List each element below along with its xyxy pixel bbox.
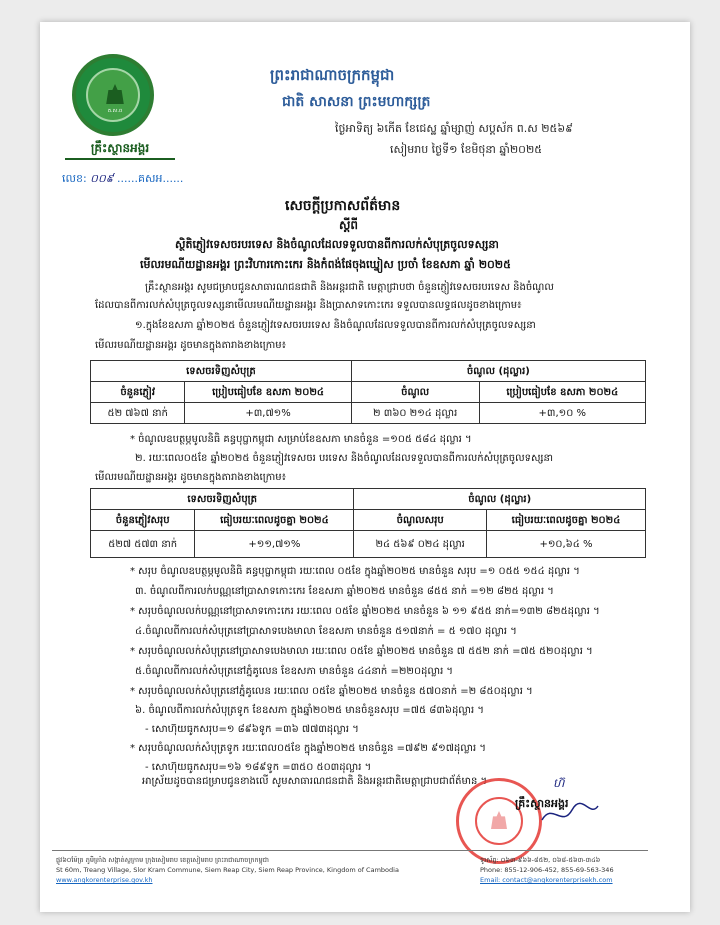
- footer-phone-km: ទូរស័ព្ទ: ០៦៣-៩៦៦-៨៥២, ០៦៨-៥៦៣-៣៤៦: [480, 856, 601, 864]
- detail-line: - សោហ៊ុយធូកសរុប=១៦ ១៨៩ទូក =៣៥០ ៥០៣ដុល្លារ ។: [145, 762, 372, 773]
- table-column-header: ចំនួនភ្ញៀវ: [91, 382, 185, 403]
- subject-line-1: ស្ថិតិភ្ញៀវទេសចរបរទេស និងចំណូលដែលទទួលបានពីការលក់សំបុត្រចូលទស្សនា: [175, 238, 499, 251]
- detail-line: ៥.ចំណូលពីការលក់សំបុត្រនៅភ្នំគូលេន ខែឧសភា មានចំនួន ៤៤នាក់ =២២០ដុល្លារ ។: [135, 666, 454, 677]
- logo-text: គ.ស.ព: [107, 108, 123, 114]
- official-stamp: [456, 778, 542, 864]
- footer-phone: Phone: 855-12-906-452, 855-69-563-346: [480, 866, 614, 874]
- motto-header: ជាតិ សាសនា ព្រះមហាក្សត្រ: [282, 94, 431, 110]
- table-cell: +៣,១០ %: [479, 403, 645, 424]
- table-cell: ៥២ ៧៦៧ នាក់: [91, 403, 185, 424]
- table-group-header: ចំណូល (ដុល្លារ): [354, 489, 646, 510]
- temple-icon: [104, 84, 126, 104]
- table-group-header: ទេសចរទិញសំបុត្រ: [91, 361, 352, 382]
- table-column-header: ចំនួនភ្ញៀវសរុប: [91, 510, 195, 531]
- detail-line: ៣. ចំណូលពីការលក់បណ្ណនៅប្រាសាទកោះកេរ ខែឧសភា ឆ្នាំ២០២៥ មានចំនួន ៨៥៥ នាក់ =១២ ៨២៥ ដុល្លារ ។: [135, 586, 554, 597]
- table-group-header: ចំណូល (ដុល្លារ): [351, 361, 645, 382]
- table-column-header: ចំណូលសរុប: [354, 510, 487, 531]
- footer-divider: [52, 850, 648, 851]
- detail-line: * សរុបចំណូលលក់សំបុត្រទូក រយៈពេល០៥ខែ ក្នុងឆ្នាំ២០២៥ មានចំនួន =៧៩២ ៩១៧ដុល្លារ ។: [130, 743, 486, 754]
- kingdom-header: ព្រះរាជាណាចក្រកម្ពុជា: [270, 66, 395, 84]
- intro-line: គ្រឹះស្ថានអង្គរ សូមជម្រាបជូនសាធារណជនជាតិ និងអន្តរជាតិ មេត្តាជ្រាបថា ចំនួនភ្ញៀវទេសចរបរទេស និងចំណូល: [145, 282, 554, 293]
- section1-line: ១.ក្នុងខែឧសភា ឆ្នាំ២០២៥ ចំនួនភ្ញៀវទេសចរបរទេស និងចំណូលដែលទទួលបានពីការលក់សំបុត្រចូលទស្សនា: [135, 320, 536, 331]
- org-name: គ្រឹះស្ថានអង្គរ: [65, 140, 175, 160]
- detail-line: * សរុបចំណូលលក់បណ្ណនៅប្រាសាទកោះកេរ រយៈពេល ០៥ខែ ឆ្នាំ២០២៥ មានចំនួន ៦ ១១ ៩៥៥ នាក់=១៣២ ៨២៥ដុល្លារ ។: [130, 606, 600, 617]
- table-column-header: ប្រៀបធៀបខែ ឧសភា ២០២៤: [185, 382, 351, 403]
- closing-line: អាស្រ័យដូចបានជម្រាបជូនខាងលើ សូមសាធារណជនជាតិ និងអន្តរជាតិមេត្តាជ្រាបជាព័ត៌មាន ។: [142, 776, 488, 787]
- ref-label: លេខ:: [62, 172, 87, 185]
- section2-line: មើលរមណីយដ្ឋានអង្គរ ដូចមានក្នុងតារាងខាងក្រោម៖: [95, 472, 286, 483]
- temple-icon: [489, 811, 509, 829]
- table-cell: ២ ៣៦០ ២១៤ ដុល្លារ: [351, 403, 479, 424]
- signature-stroke: [540, 800, 600, 830]
- footer-address-km: ផ្លូវ៦០ម៉ែត្រ ភូមិត្រាំង សង្កាត់ស្លក្រាម ក្រុងសៀមរាប ខេត្តសៀមរាប ព្រះរាជាណាចក្រកម្ពុជា: [56, 856, 269, 864]
- section2-line: ២. រយៈពេល០៥ខែ ឆ្នាំ២០២៥ ចំនួនភ្ញៀវទេសចរ បរទេស និងចំណូលដែលទទួលបានពីការលក់សំបុត្រចូលទស្សនា: [135, 453, 554, 464]
- footer-email-link[interactable]: Email: contact@angkorenterprisekh.com: [480, 876, 613, 884]
- section1-line: មើលរមណីយដ្ឋានអង្គរ ដូចមានក្នុងតារាងខាងក្រោម៖: [95, 340, 286, 351]
- fund-note: * ចំណូលឧបត្ថម្ភមូលនិធិ គន្ធបុប្ផាកម្ពុជា សម្រាប់ខែឧសភា មានចំនួន =១០៥ ៥៨៤ ដុល្លារ ។: [130, 434, 472, 445]
- table-column-header: ចំណូល: [351, 382, 479, 403]
- footer-address-en: St 60m, Treang Village, Slor Kram Commune, Siem Reap City, Siem Reap Province, Kingdom of Cambodia: [56, 866, 399, 874]
- subject-line-2: មើលរមណីយដ្ឋានអង្គរ ព្រះវិហារកោះកេរ និងកំពង់ផែចុងឃ្នៀស ប្រចាំ ខែឧសភា ឆ្នាំ ២០២៥: [140, 258, 511, 271]
- monthly-stats-table: [90, 360, 646, 424]
- signature-initial: ហ៊: [553, 776, 565, 790]
- detail-line: - សោហ៊ុយធូកសរុប=១ ៨៩៦ទូក =៣៦ ៧៧៣ដុល្លារ ។: [145, 724, 359, 735]
- table-column-header: ធៀបរយៈពេលដូចគ្នា ២០២៤: [195, 510, 354, 531]
- table-column-header: ធៀបរយៈពេលដូចគ្នា ២០២៤: [486, 510, 645, 531]
- ref-suffix: ......គសអ......: [117, 172, 184, 185]
- detail-line: * សរុប ចំណូលឧបត្ថម្ភមូលនិធិ គន្ធបុប្ផាកម្ពុជា រយៈពេល ០៥ខែ ក្នុងឆ្នាំ២០២៥ មានចំនួន សរុប =១ ០៥៥ ១៥៤ ដុល្លារ ។: [130, 566, 580, 577]
- table-cell: ២៤ ៥៦៩ ០២៤ ដុល្លារ: [354, 531, 487, 558]
- signatory-title: គ្រឹះស្ថានអង្គរ: [515, 797, 569, 810]
- title-about: ស្តីពី: [339, 218, 359, 232]
- intro-line: ដែលបានពីការលក់សំបុត្រចូលទស្សនាមើលរមណីយដ្ឋានអង្គរ និងប្រាសាទកោះកេរ ទទួលបានលទ្ធផលដូចខាងក្រោម៖: [95, 300, 522, 311]
- table-cell: +៣,៧១%: [185, 403, 351, 424]
- detail-line: * សរុបចំណូលលក់សំបុត្រនៅប្រាសាទបេងមាលា រយៈពេល ០៥ខែ ឆ្នាំ២០២៥ មានចំនួន ៧ ៥៥២ នាក់ =៧៥ ៥២០ដុល្លារ ។: [130, 646, 593, 657]
- detail-line: * សរុបចំណូលលក់សំបុត្រនៅភ្នំគូលេន រយៈពេល ០៥ខែ ឆ្នាំ២០២៥ មានចំនួន ៥៧០នាក់ =២ ៨៥០ដុល្លារ ។: [130, 686, 533, 697]
- five-month-stats-table: [90, 488, 646, 558]
- ref-number: ០០៩: [90, 172, 114, 185]
- lunar-date: ថ្ងៃអាទិត្យ ៦កើត ខែជេស្ឋ ឆ្នាំម្សាញ់ សប្តស័ក ព.ស ២៥៦៩: [335, 122, 573, 135]
- reference-number: [62, 172, 183, 188]
- table-cell: ៥២៧ ៥៧៣ នាក់: [91, 531, 195, 558]
- solar-date: សៀមរាប ថ្ងៃទី១ ខែមិថុនា ឆ្នាំ២០២៥: [390, 143, 543, 156]
- logo-emblem: [86, 68, 140, 122]
- document-title: សេចក្តីប្រកាសព័ត៌មាន: [285, 198, 401, 214]
- detail-line: ៤.ចំណូលពីការលក់សំបុត្រនៅប្រាសាទបេងមាលា ខែឧសភា មានចំនួន ៥១៧នាក់ = ៥ ១៧០ ដុល្លារ ។: [135, 626, 517, 637]
- table-column-header: ប្រៀបធៀបខែ ឧសភា ២០២៤: [479, 382, 645, 403]
- angkor-enterprise-logo: [72, 54, 154, 136]
- table-cell: +១០,៦៤ %: [486, 531, 645, 558]
- footer-website-link[interactable]: www.angkorenterprise.gov.kh: [56, 876, 153, 884]
- table-group-header: ទេសចរទិញសំបុត្រ: [91, 489, 354, 510]
- table-cell: +១១,៧១%: [195, 531, 354, 558]
- detail-line: ៦. ចំណូលពីការលក់សំបុត្រទូក ខែឧសភា ក្នុងឆ្នាំ២០២៥ មានចំនួនសរុប =៧៥ ៨៣៦ដុល្លារ ។: [135, 705, 484, 716]
